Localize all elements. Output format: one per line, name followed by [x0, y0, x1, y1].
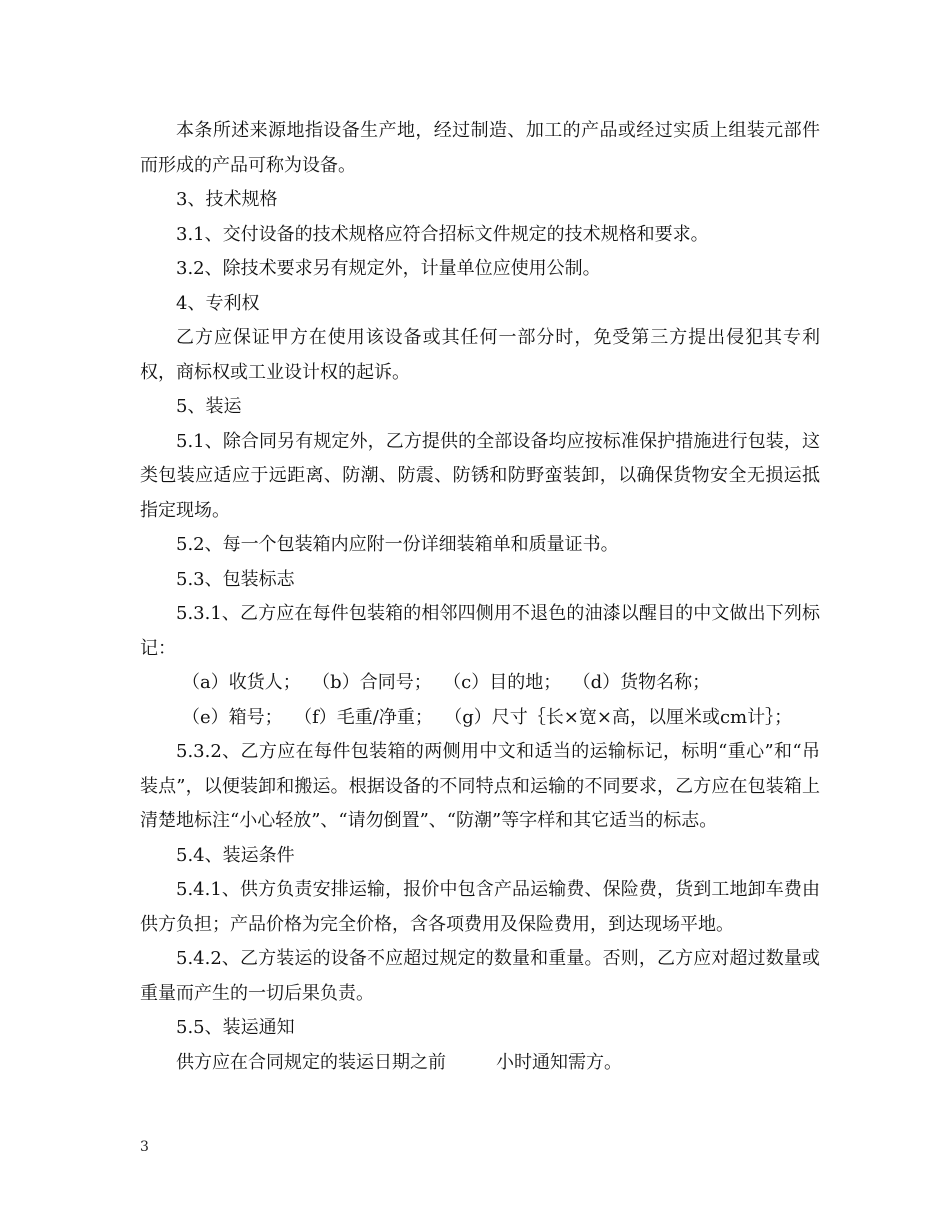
clause-5-3-2: 5.3.2、乙方应在每件包装箱的两侧用中文和适当的运输标记，标明“重心”和“吊装点”，以便装卸和搬运。根据设备的不同特点和运输的不同要求，乙方应在包装箱上清楚地标注“小心轻放”、“请勿倒置”、“防潮”等字样和其它适当的标志。 [140, 741, 820, 831]
heading-shipping-conditions: 5.4、装运条件 [176, 844, 295, 866]
clause-3-2: 3.2、除技术要求另有规定外，计量单位应使用公制。 [176, 258, 601, 279]
clause-5-1: 5.1、除合同另有规定外，乙方提供的全部设备均应按标准保护措施进行包装，这类包装应适应于远距离、防潮、防震、防锈和防野蛮装卸，以确保货物安全无损运抵指定现场。 [140, 430, 820, 521]
clause-5-2: 5.2、每一个包装箱内应附一份详细装箱单和质量证书。 [176, 534, 619, 555]
heading-shipping: 5、装运 [176, 396, 242, 417]
shipping-notice-text-before: 供方应在合同规定的装运日期之前 [176, 1051, 446, 1073]
document-body [140, 114, 820, 1080]
clause-5-4-2: 5.4.2、乙方装运的设备不应超过规定的数量和重量。否则，乙方应对超过数量或重量而产生的一切后果负责。 [140, 948, 820, 1004]
heading-packing-marks: 5.3、包装标志 [176, 568, 295, 590]
heading-shipping-notice: 5.5、装运通知 [176, 1017, 295, 1038]
clause-5-4-1: 5.4.1、供方负责安排运输，报价中包含产品运输费、保险费，货到工地卸车费由供方负担；产品价格为完全价格，含各项费用及保险费用，到达现场平地。 [140, 879, 820, 935]
paragraph-shipping-notice [140, 1046, 820, 1081]
marks-list-line-1: （a）收货人； （b）合同号； （c）目的地； （d）货物名称； [182, 672, 711, 693]
clause-3-1: 3.1、交付设备的技术规格应符合招标文件规定的技术规格和要求。 [176, 223, 709, 245]
heading-patent-rights: 4、专利权 [176, 292, 260, 314]
heading-technical-specs: 3、技术规格 [176, 189, 278, 210]
paragraph-origin-definition: 本条所述来源地指设备生产地，经过制造、加工的产品或经过实质上组装元部件而形成的产品可称为设备。 [140, 120, 820, 176]
clause-5-3-1: 5.3.1、乙方应在每件包装箱的相邻四侧用不退色的油漆以醒目的中文做出下列标记： [140, 603, 820, 659]
marks-list-line-2: （e）箱号； （f）毛重/净重； （g）尺寸｛长×宽×高，以厘米或cm计｝； [182, 706, 793, 728]
paragraph-patent-rights: 乙方应保证甲方在使用该设备或其任何一部分时，免受第三方提出侵犯其专利权，商标权或工业设计权的起诉。 [140, 327, 820, 383]
page-number: 3 [140, 1139, 149, 1155]
shipping-notice-text-after: 小时通知需方。 [496, 1051, 622, 1073]
